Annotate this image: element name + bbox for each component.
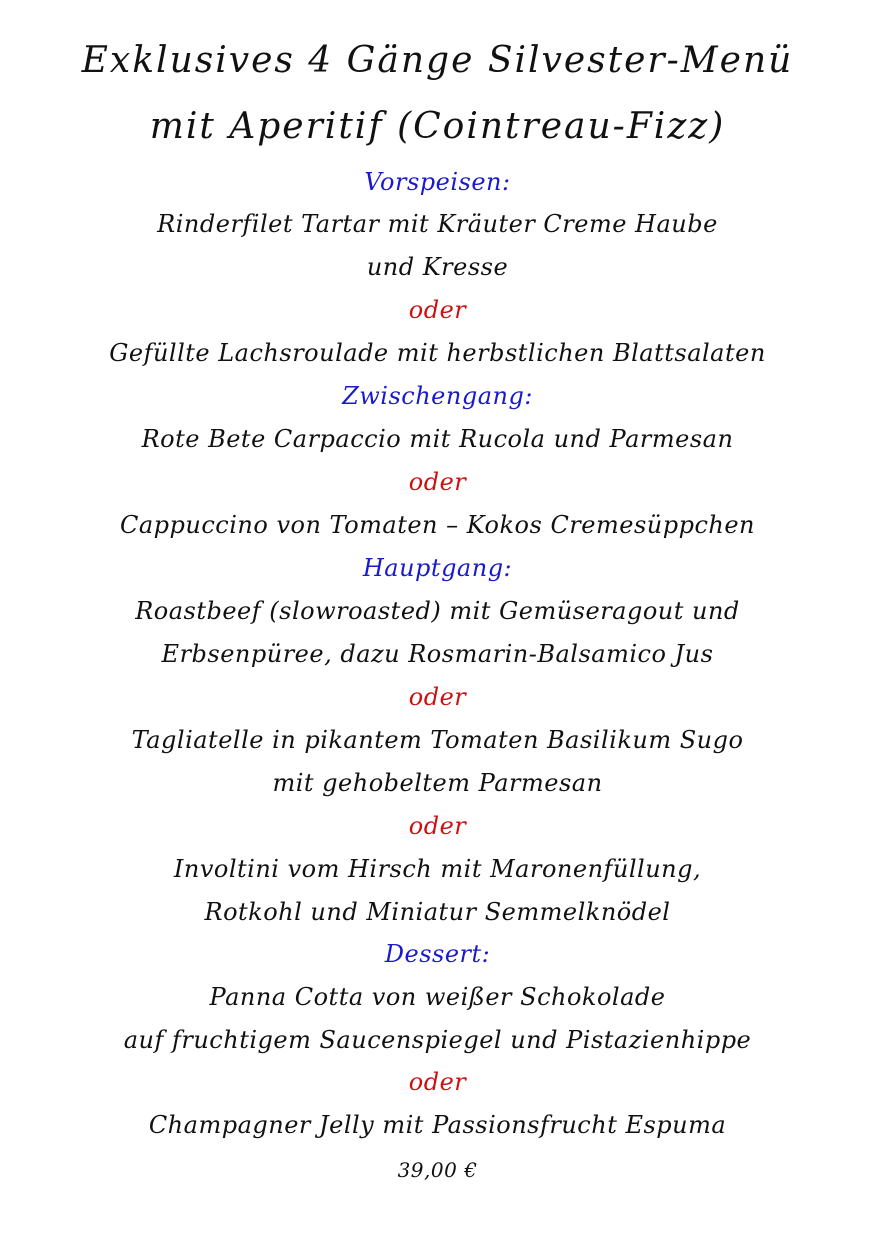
dish-dessert-1-line-1: Panna Cotta von weißer Schokolade	[209, 983, 666, 1011]
section-heading-dessert: Dessert:	[384, 940, 491, 968]
dish-starter-2: Gefüllte Lachsroulade mit herbstlichen Blattsalaten	[109, 339, 766, 367]
or-separator: oder	[408, 296, 467, 324]
menu-title-line-2: mit Aperitif (Cointreau-Fizz)	[149, 106, 726, 147]
dish-main-2-line-1: Tagliatelle in pikantem Tomaten Basilikum Sugo	[131, 726, 744, 754]
dish-intermediate-2: Cappuccino von Tomaten – Kokos Cremesüppchen	[120, 511, 755, 539]
section-heading-intermediate: Zwischengang:	[342, 382, 533, 410]
dish-main-3-line-1: Involtini vom Hirsch mit Maronenfüllung,	[173, 855, 702, 883]
section-heading-starters: Vorspeisen:	[364, 168, 511, 196]
dish-main-3-line-2: Rotkohl und Miniatur Semmelknödel	[204, 898, 671, 926]
dish-starter-1-line-2: und Kresse	[366, 253, 509, 281]
or-separator: oder	[408, 1068, 467, 1096]
dish-starter-1-line-1: Rinderfilet Tartar mit Kräuter Creme Haube	[157, 210, 718, 238]
or-separator: oder	[408, 683, 467, 711]
section-heading-main: Hauptgang:	[362, 554, 513, 582]
or-separator: oder	[408, 812, 467, 840]
dish-dessert-2: Champagner Jelly mit Passionsfrucht Espuma	[148, 1111, 727, 1139]
or-separator: oder	[408, 468, 467, 496]
menu-price: 39,00 €	[397, 1158, 478, 1182]
dish-intermediate-1: Rote Bete Carpaccio mit Rucola und Parmesan	[141, 425, 734, 453]
menu-title-line-1: Exklusives 4 Gänge Silvester-Menü	[81, 40, 794, 81]
dish-dessert-1-line-2: auf fruchtigem Saucenspiegel und Pistazienhippe	[123, 1026, 752, 1054]
dish-main-2-line-2: mit gehobeltem Parmesan	[272, 769, 603, 797]
dish-main-1-line-1: Roastbeef (slowroasted) mit Gemüseragout und	[135, 597, 740, 625]
dish-main-1-line-2: Erbsenpüree, dazu Rosmarin-Balsamico Jus	[161, 640, 714, 668]
